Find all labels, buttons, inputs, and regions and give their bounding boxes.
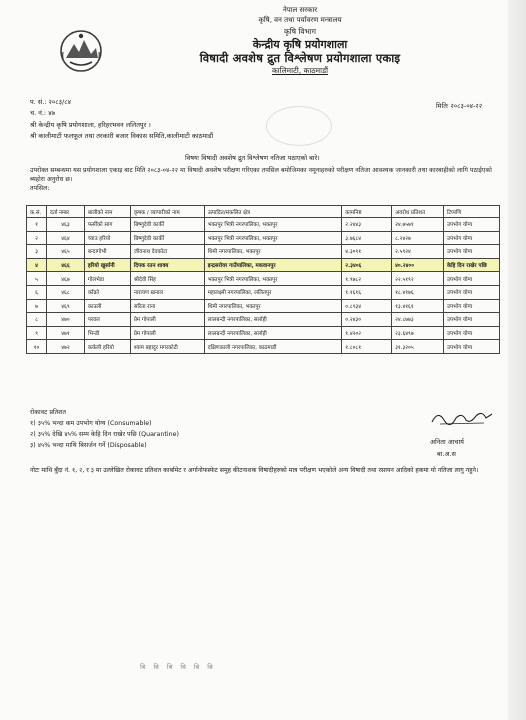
cell-crop: कर्कली हरियो [84, 340, 130, 354]
cell-area: भक्तपुर भित्री नगरपालिका, भक्तपुर [204, 272, 342, 286]
cell-reg-no: ४७१ [46, 326, 84, 340]
table-row [27, 299, 500, 313]
cell-inhibition: ३१.३२०५ [392, 340, 444, 354]
cell-farmer: जीवनाथ देवकोटा [130, 245, 204, 259]
cell-reg-no: ४६७ [46, 272, 84, 286]
cell-sn: १ [27, 218, 47, 232]
reference-number: प. सं.: २०८३/८४ [30, 98, 72, 106]
table-row [27, 231, 500, 245]
cell-remark: उपभोग योग्य [444, 326, 500, 340]
col-header-farmer: कृषक / व्यापारीको नाम [130, 206, 204, 218]
cell-area: भक्तपुर भित्री नगरपालिका, भक्तपुर [204, 231, 342, 245]
table-row [27, 340, 500, 354]
tapsil-label: तपसिल: [30, 185, 50, 192]
cell-farmer: बिष्णुदेवी कार्की [130, 231, 204, 245]
cell-remark: उपभोग योग्य [444, 272, 500, 286]
cell-inhibition: २२.५१९२ [392, 272, 444, 286]
cell-inhibition: १८.४१७६ [392, 285, 444, 299]
table-row [27, 218, 500, 232]
cell-inhibition: २४.७५७१ [392, 218, 444, 232]
footer-faded-text: बि बि बि बि बि बि [140, 663, 216, 671]
categories-title: रोकावट प्रतिशत [30, 409, 67, 416]
cell-remark: उपभोग योग्य [444, 218, 500, 232]
cell-sn: ५ [27, 272, 47, 286]
page-edge-shadow [508, 0, 526, 720]
cell-control: ०.८९३४ [342, 299, 392, 313]
cell-control: ४.३०९१ [342, 245, 392, 259]
cell-crop: बन्दागोभी [84, 245, 130, 259]
header-ministry: कृषि, वन तथा पर्यावरण मन्त्रालय [258, 16, 342, 24]
header-lab: केन्द्रीय कृषि प्रयोगशाला [252, 38, 348, 51]
cell-crop: काँक्रो [84, 285, 130, 299]
cell-area: महालक्ष्मी नगरपालिका, ललितपुर [204, 285, 342, 299]
cell-crop: गोलभेडा [84, 272, 130, 286]
cell-crop: फर्सीको साग [84, 218, 130, 232]
col-header-remark: टिप्पणि [444, 206, 500, 218]
cell-farmer: श्रीदेवी सिंह [130, 272, 204, 286]
cell-farmer: बिष्णुदेवी कार्की [130, 218, 204, 232]
col-header-inhibition: अवरोध प्रतिशत [392, 206, 444, 218]
cell-reg-no: ४६९ [46, 299, 84, 313]
nepal-emblem-icon [58, 28, 104, 74]
cell-sn: ३ [27, 245, 47, 259]
cell-farmer: दिपक रतन शाक्य [130, 258, 204, 272]
table-row [27, 326, 500, 340]
letter-body [30, 166, 492, 193]
cell-remark: केहि दिन राखेर पछि [444, 258, 500, 272]
header-location: कालिमाटी, काठमाडौं [271, 66, 329, 75]
cell-sn: २ [27, 231, 47, 245]
cell-remark: उपभोग योग्य [444, 285, 500, 299]
cell-farmer: श्याम बहादुर मगरकोटी [130, 340, 204, 354]
cell-reg-no: ४७० [46, 313, 84, 327]
cell-area: भक्तपुर भित्री नगरपालिका, भक्तपुर [204, 218, 342, 232]
cell-sn: ४ [27, 258, 47, 272]
header-department: कृषि विभाग [284, 27, 316, 36]
table-row-highlighted [27, 258, 500, 272]
cell-area: थिमी नगरपालिका, भक्तपुर [204, 299, 342, 313]
cell-inhibition: २४.८७७३ [392, 313, 444, 327]
cell-sn: ९ [27, 326, 47, 340]
col-header-crop: बालीको नाम [84, 206, 130, 218]
cell-reg-no: ४६३ [46, 218, 84, 232]
category-disposable: ३) ४५% भन्दा माथि बिसर्जन गर्ने (Disposable) [30, 442, 147, 449]
signatory-designation: बा.अ.स [437, 450, 456, 458]
cell-farmer: प्रेम गोपाली [130, 313, 204, 327]
body-text: उपरोक्त सम्बन्धमा यस प्रयोगशाला एकाइ बाट मिति २०८३-०४-२२ मा विषादी अवशेष परीक्षण गरिएका तपसिल बमोजिमका नमूनाहरुको परीक्षण नतिजा आवश्यक जानकारी तथा कारबाहीको लागि पठाईएको ब्यहोरा अनुरोध छ। [30, 167, 492, 183]
cell-control: ३.७६८४ [342, 231, 392, 245]
note-text: नोटः माथि बुँदा नं. १, २, र ३ मा उल्लेखित रोकावट प्रतिशत कार्बामेट र अर्गानोफस्फेट समुह कीटनाशक विषादीहरुको मात्र परीक्षण भएकोले अन्य विषादी तथा रसायन आदिको हकमा यो नतिजा लागु नहुने। [30, 467, 479, 474]
cell-inhibition: १३.४१६१ [392, 299, 444, 313]
cell-control: २.३४०६ [342, 258, 392, 272]
cell-sn: ८ [27, 313, 47, 327]
table-row [27, 272, 500, 286]
cell-control: १.९७८२ [342, 272, 392, 286]
cell-reg-no: ४६६ [46, 258, 84, 272]
category-consumable: १) ३५% भन्दा कम उपभोग योग्य (Consumable) [30, 420, 152, 427]
col-header-control: कामनिष्ट [342, 206, 392, 218]
cell-inhibition: ८.२४२७ [392, 231, 444, 245]
cell-control: १.८०८१ [342, 340, 392, 354]
col-header-area: उत्पादित/संकलित क्षेत्र [204, 206, 342, 218]
cell-inhibition: २३.६४९७ [392, 326, 444, 340]
cell-crop: भिन्डी [84, 326, 130, 340]
cell-remark: उपभोग योग्य [444, 313, 500, 327]
cell-area: लालबन्दी नगरपालिका, सर्लाही [204, 326, 342, 340]
cell-control: ०.२४३० [342, 313, 392, 327]
cell-sn: ७ [27, 299, 47, 313]
recipient-2: श्री कालीमाटी फलफूल तथा तरकारी बजार विकास समिति,कालीमाटी काठमाडौं [30, 132, 214, 140]
cell-farmer: प्रेम गोपाली [130, 326, 204, 340]
signatory-name: अनिता आचार्य [430, 438, 464, 446]
cell-sn: ६ [27, 285, 47, 299]
col-header-sn: क.सं. [27, 206, 47, 218]
table-row [27, 313, 500, 327]
cell-crop: च्याउ हरियो [84, 231, 130, 245]
cell-control: १.४२०२ [342, 326, 392, 340]
category-quarantine: २) ३५% देखि ४५% सम्म केहि दिन राखेर पछि (Quarantine) [30, 431, 179, 438]
table-header-row [27, 206, 500, 218]
cell-reg-no: ४६५ [46, 245, 84, 259]
signature-icon [430, 408, 494, 428]
office-stamp [266, 106, 332, 146]
cell-crop: परवल [84, 313, 130, 327]
letter-date: मितिः २०८३-०४-२२ [436, 102, 483, 110]
table-row [27, 285, 500, 299]
cell-area: दक्षिणकाली नगरपालिका, काठमाडौं [204, 340, 342, 354]
cell-remark: उपभोग योग्य [444, 231, 500, 245]
cell-remark: उपभोग योग्य [444, 340, 500, 354]
header-unit: विषादी अवशेष द्रुत विश्लेषण प्रयोगशाला एकाइ [199, 51, 401, 65]
dispatch-number: च. नं.: ४७ [30, 109, 55, 117]
results-table [26, 205, 500, 354]
cell-sn: १० [27, 340, 47, 354]
cell-control: १.१६१६ [342, 285, 392, 299]
recipient-1: श्री केन्द्रीय कृषि प्रयोगशाला, हरिहरभवन ललितपुर । [30, 121, 151, 129]
cell-remark: उपभोग योग्य [444, 245, 500, 259]
cell-remark: उपभोग योग्य [444, 299, 500, 313]
cell-inhibition: २.५९२४ [392, 245, 444, 259]
cell-reg-no: ४७२ [46, 340, 84, 354]
cell-control: २.२४४३ [342, 218, 392, 232]
cell-crop: हरियो खुर्सानी [84, 258, 130, 272]
cell-area: इन्द्रसरोवर गाउँपालिका, मकवानपुर [204, 258, 342, 272]
header-govt: नेपाल सरकार [282, 6, 318, 14]
cell-crop: काउली [84, 299, 130, 313]
cell-reg-no: ४६८ [46, 285, 84, 299]
col-header-reg-no: दर्ता नम्बर [46, 206, 84, 218]
cell-reg-no: ४६४ [46, 231, 84, 245]
cell-farmer: नारायण खनाल [130, 285, 204, 299]
cell-inhibition: ४०.२४०० [392, 258, 444, 272]
table-row [27, 245, 500, 259]
letter-subject: विषयः विषादी अवशेष द्रुत विश्लेषण नतिजा पठाएको बारे। [185, 154, 320, 162]
cell-farmer: सरिता राना [130, 299, 204, 313]
cell-area: थिमी नगरपालिका, भक्तपुर [204, 245, 342, 259]
cell-area: लालबन्दी नगरपालिका, सर्लाही [204, 313, 342, 327]
